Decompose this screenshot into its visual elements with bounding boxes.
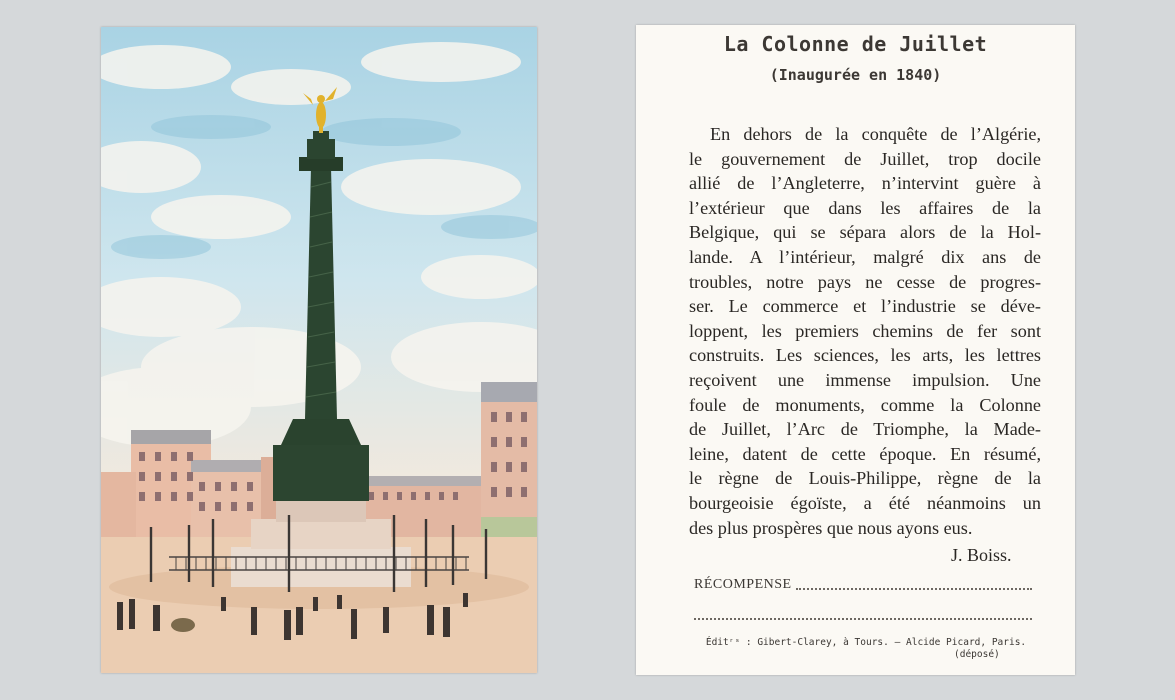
text-line: allié de l’Angleterre, n’intervint guère à bbox=[689, 173, 1041, 194]
text-line: des plus prospères que nous ayons eus. bbox=[689, 517, 973, 538]
card-front bbox=[101, 27, 537, 673]
dotted-divider bbox=[694, 618, 1032, 620]
text-line: de Juillet, l’Arc de Triomphe, la Made- bbox=[689, 419, 1041, 440]
text-line: leine, datent de cette époque. En résumé, bbox=[689, 443, 1041, 464]
text-line: ser. Le commerce et l’industrie se déve- bbox=[689, 296, 1041, 317]
deposited-mark: (déposé) bbox=[954, 649, 1000, 660]
text-line: loppent, les premiers chemins de fer sont bbox=[689, 320, 1041, 341]
text-line: le gouvernement de Juillet, trop docile bbox=[689, 148, 1041, 169]
text-line: troubles, notre pays ne cesse de progres- bbox=[689, 271, 1041, 292]
text-line: l’extérieur que dans les affaires de la bbox=[689, 197, 1041, 218]
publisher-line: Éditʳˢ : Gibert-Clarey, à Tours. — Alcide Picard, Paris. bbox=[705, 637, 1027, 648]
text-line: reçoivent une immense impulsion. Une bbox=[689, 369, 1041, 390]
text-line: En dehors de la conquête de l’Algérie, bbox=[710, 124, 1041, 144]
text-line: lande. A l’intérieur, malgré dix ans de bbox=[689, 246, 1041, 267]
card-title: La Colonne de Juillet bbox=[723, 32, 988, 56]
reward-line bbox=[694, 577, 1032, 593]
signature: J. Boiss. bbox=[951, 545, 1012, 565]
illustration-column-de-juillet bbox=[101, 27, 537, 673]
reward-dotted-line bbox=[796, 588, 1032, 590]
body-paragraph bbox=[689, 122, 1041, 540]
text-line: le règne de Louis-Philippe, règne de la bbox=[689, 468, 1041, 489]
card-back bbox=[636, 25, 1075, 675]
text-line: foule de monuments, comme la Colonne bbox=[689, 394, 1041, 415]
text-line: Belgique, qui se sépara alors de la Hol- bbox=[689, 222, 1041, 243]
text-line: construits. Les sciences, les arts, les lettres bbox=[689, 345, 1041, 366]
text-line: bourgeoisie égoïste, a été néanmoins un bbox=[689, 492, 1041, 513]
card-subtitle: (Inaugurée en 1840) bbox=[769, 66, 942, 84]
reward-label: RÉCOMPENSE bbox=[694, 577, 792, 592]
